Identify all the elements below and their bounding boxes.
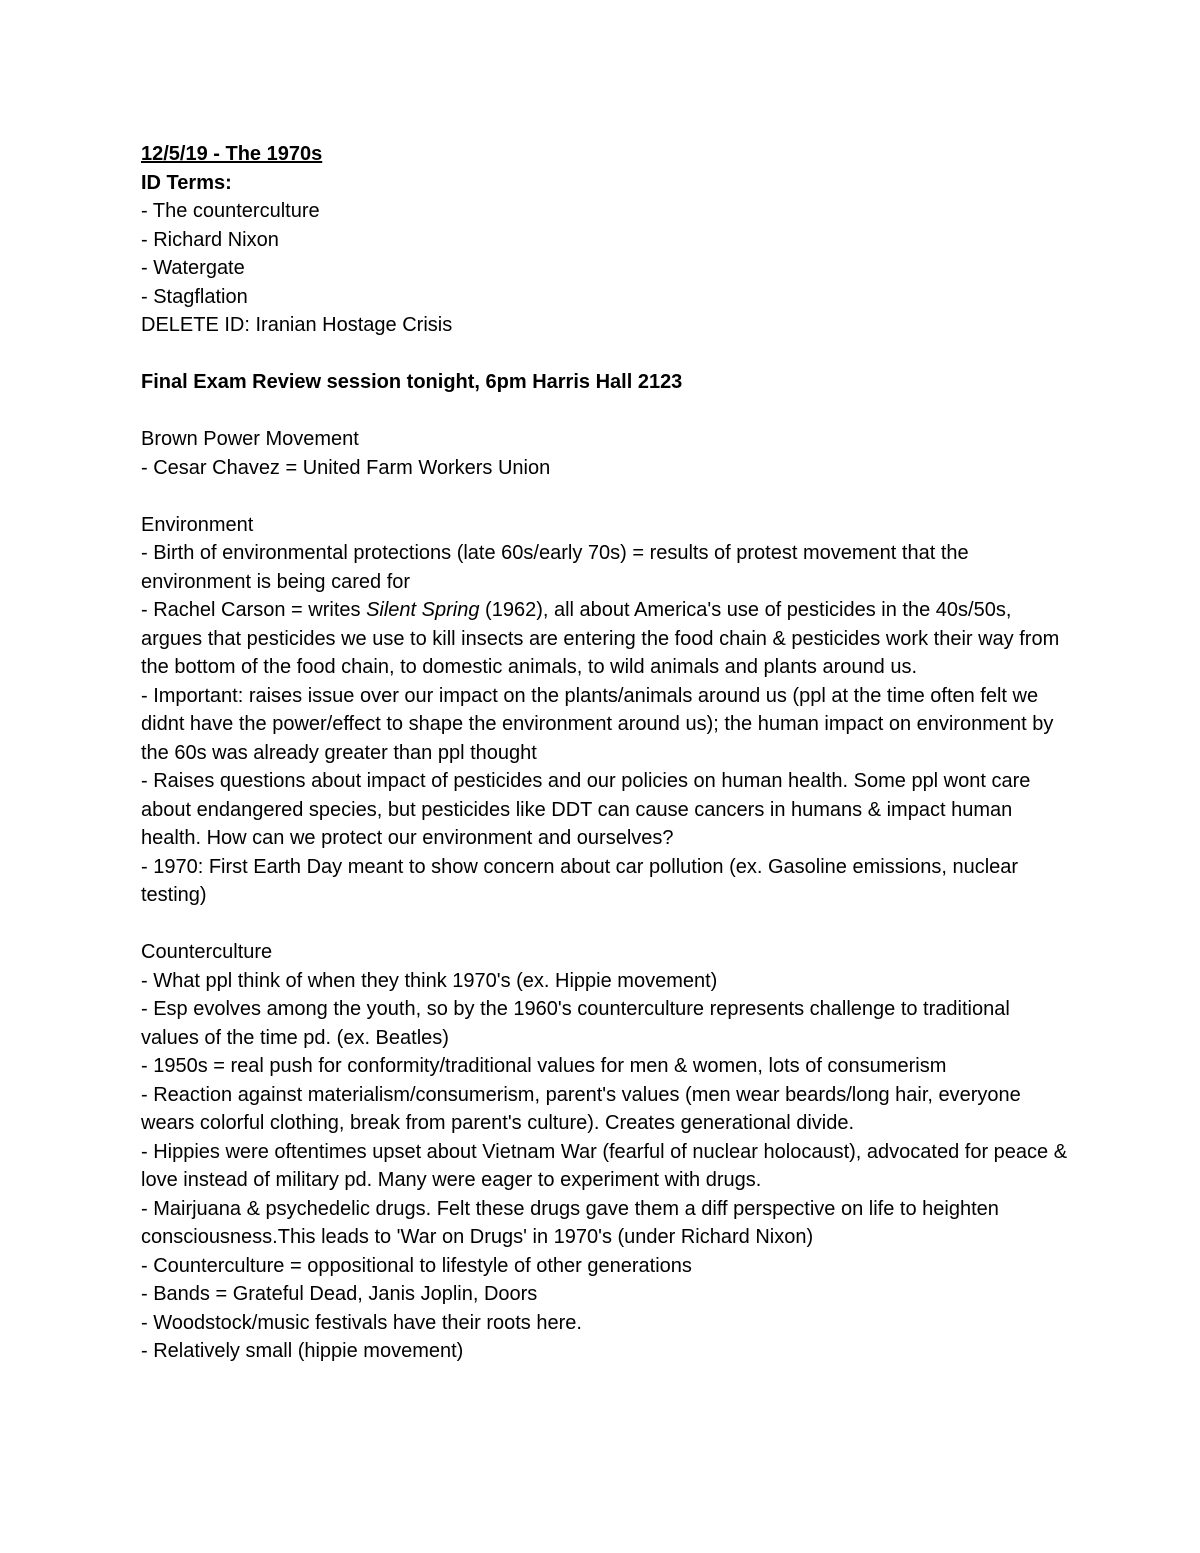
environment-item: - Raises questions about impact of pesticides and our policies on human health. Some ppl wont care about endangered species, but pesticides like DDT can cause cancers in humans & impact human health. How can we protect our environment and ourselves? <box>141 770 1031 849</box>
counterculture-item: - Bands = Grateful Dead, Janis Joplin, Doors <box>141 1283 538 1305</box>
environment-item: - Important: raises issue over our impact on the plants/animals around us (ppl at the time often felt we didnt have the power/effect to shape the environment around us); the human impact on environment by the 60s was already greater than ppl thought <box>141 684 1054 764</box>
counterculture-item: - Relatively small (hippie movement) <box>141 1340 464 1362</box>
counterculture-item: - Hippies were oftentimes upset about Vietnam War (fearful of nuclear holocaust), advocated for peace & love instead of military pd. Many were eager to experiment with drugs. <box>141 1140 1068 1191</box>
book-title-silent-spring: Silent Spring <box>366 599 480 621</box>
environment-item-text: - Rachel Carson = writes <box>141 599 367 621</box>
id-terms-label: ID Terms: <box>141 171 232 194</box>
section-heading-brown-power: Brown Power Movement <box>141 428 359 450</box>
page-title: 12/5/19 - The 1970s <box>141 143 323 165</box>
counterculture-item: - 1950s = real push for conformity/traditional values for men & women, lots of consumerism <box>141 1055 947 1077</box>
spacer <box>141 340 1071 369</box>
section-heading-environment: Environment <box>141 513 254 536</box>
notes-body <box>141 140 1071 1366</box>
brown-power-item: - Cesar Chavez = United Farm Workers Union <box>141 456 551 479</box>
review-session-announcement: Final Exam Review session tonight, 6pm Harris Hall 2123 <box>141 371 683 393</box>
id-term-item: - Stagflation <box>141 285 248 308</box>
counterculture-item: - Mairjuana & psychedelic drugs. Felt these drugs gave them a diff perspective on life to heighten consciousness.This leads to 'War on Drugs' in 1970's (under Richard Nixon) <box>141 1197 999 1248</box>
id-term-item: - Richard Nixon <box>141 228 279 251</box>
counterculture-item: - What ppl think of when they think 1970's (ex. Hippie movement) <box>141 969 718 992</box>
id-term-item: - The counterculture <box>141 200 320 222</box>
environment-item: - 1970: First Earth Day meant to show concern about car pollution (ex. Gasoline emissions, nuclear testing) <box>141 855 1019 906</box>
environment-item-text: (1962), all about America's use of pesticides in the 40s/50s, argues that pesticides we use to kill insects are entering the food chain & pesticides work their way from the bottom of the food chain, to domestic animals, to wild animals and plants around us. <box>141 599 1060 678</box>
counterculture-item: - Woodstock/music festivals have their roots here. <box>141 1311 582 1334</box>
spacer <box>141 397 1071 426</box>
environment-item: - Birth of environmental protections (late 60s/early 70s) = results of protest movement that the environment is being cared for <box>141 542 969 593</box>
counterculture-item: - Counterculture = oppositional to lifestyle of other generations <box>141 1254 692 1277</box>
spacer <box>141 910 1071 939</box>
counterculture-item: - Reaction against materialism/consumerism, parent's values (men wear beards/long hair, everyone wears colorful clothing, break from parent's culture). Creates generational divide. <box>141 1083 1021 1134</box>
id-term-item: - Watergate <box>141 257 245 279</box>
delete-id-note: DELETE ID: Iranian Hostage Crisis <box>141 314 453 336</box>
section-heading-counterculture: Counterculture <box>141 941 273 963</box>
spacer <box>141 482 1071 511</box>
counterculture-item: - Esp evolves among the youth, so by the 1960's counterculture represents challenge to traditional values of the time pd. (ex. Beatles) <box>141 998 1010 1049</box>
environment-item <box>141 596 1071 682</box>
